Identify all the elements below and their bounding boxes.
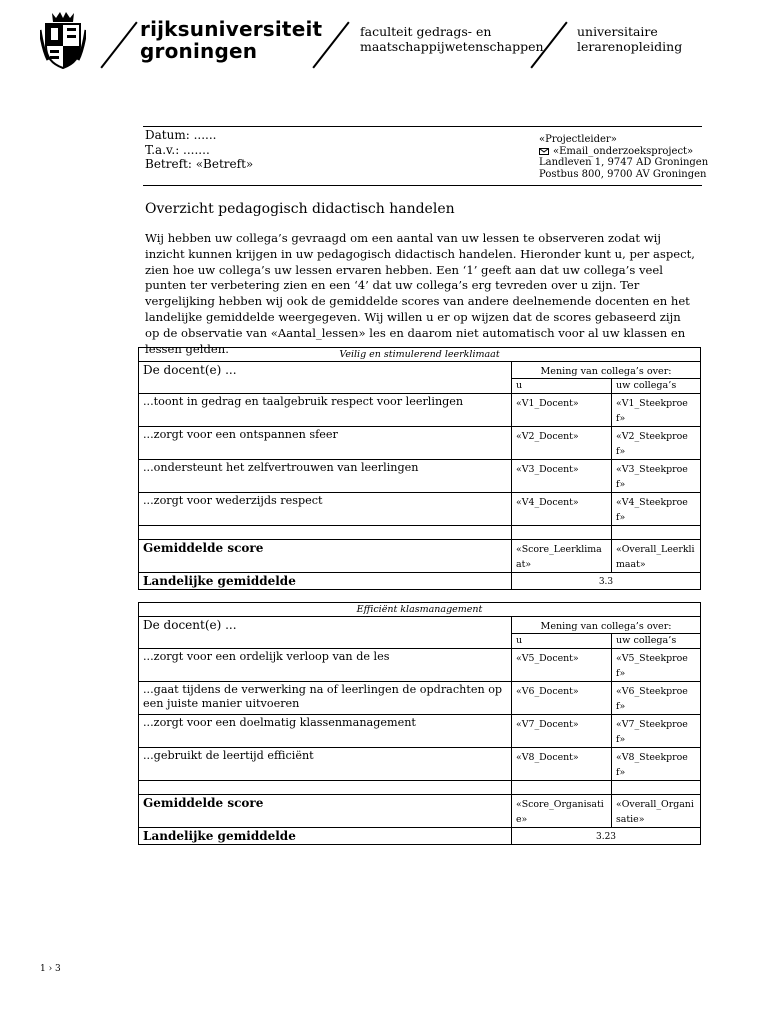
item-text: ...zorgt voor een ontspannen sfeer bbox=[139, 427, 512, 460]
university-name bbox=[140, 18, 322, 62]
national-label: Landelijke gemiddelde bbox=[139, 573, 512, 590]
national-row bbox=[139, 573, 701, 590]
table-row bbox=[139, 493, 701, 526]
university-name-line2: groningen bbox=[140, 39, 258, 63]
letter-meta bbox=[145, 128, 253, 172]
average-collega: «Overall_Organisatie» bbox=[612, 795, 701, 828]
average-label: Gemiddelde score bbox=[139, 540, 512, 573]
table-row bbox=[139, 460, 701, 493]
national-value: 3.23 bbox=[512, 828, 701, 845]
university-crest-icon bbox=[40, 10, 86, 70]
mening-header: Mening van collega’s over: bbox=[512, 362, 701, 379]
average-label: Gemiddelde score bbox=[139, 795, 512, 828]
datum-field: Datum: ...... bbox=[145, 128, 217, 142]
table-klasmanagement bbox=[138, 602, 701, 845]
score-u: «V7_Docent» bbox=[512, 715, 612, 748]
table-caption: Efficiënt klasmanagement bbox=[139, 603, 701, 617]
item-text: ...zorgt voor een ordelijk verloop van de les bbox=[139, 649, 512, 682]
score-u: «V6_Docent» bbox=[512, 682, 612, 715]
table-caption: Veilig en stimulerend leerklimaat bbox=[139, 348, 701, 362]
score-u: «V8_Docent» bbox=[512, 748, 612, 781]
score-u: «V2_Docent» bbox=[512, 427, 612, 460]
column-collega: uw collega’s bbox=[612, 634, 701, 649]
score-collega: «V4_Steekproef» bbox=[612, 493, 701, 526]
betreft-field: Betreft: «Betreft» bbox=[145, 157, 254, 171]
score-u: «V4_Docent» bbox=[512, 493, 612, 526]
page-title: Overzicht pedagogisch didactisch handelen bbox=[145, 201, 455, 217]
column-u: u bbox=[512, 634, 612, 649]
average-u: «Score_Organisatie» bbox=[512, 795, 612, 828]
item-text: ...ondersteunt het zelfvertrouwen van leerlingen bbox=[139, 460, 512, 493]
score-collega: «V1_Steekproef» bbox=[612, 394, 701, 427]
docent-label: De docent(e) ... bbox=[139, 617, 512, 649]
column-u: u bbox=[512, 379, 612, 394]
national-value: 3.3 bbox=[512, 573, 701, 590]
average-row bbox=[139, 795, 701, 828]
top-rule bbox=[143, 126, 702, 127]
address-line1: Landleven 1, 9747 AD Groningen bbox=[539, 157, 709, 168]
email-line bbox=[539, 146, 708, 158]
intro-paragraph: Wij hebben uw collega’s gevraagd om een aantal van uw lessen te observeren zodat wij inzicht kunnen krijgen in uw pedagogisch didactisch handelen. Hieronder kunt u, per aspect, zien hoe uw collega’s uw lessen ervaren hebben. Een ‘1’ geeft aan dat uw collega’s veel punten ter verbetering zien en een ‘4’ dat uw collega’s erg tevreden over u zijn. Ter vergelijking hebben wij ook de gemiddelde scores van andere deelnemende docenten en het landelijke gemiddelde weergegeven. Wij willen u er op wijzen dat de scores gebaseerd zijn op de observatie van «Aantal_lessen» les en daarom niet automatisch voor al uw klassen en lessen gelden. bbox=[145, 231, 695, 356]
average-row bbox=[139, 540, 701, 573]
item-text: ...zorgt voor wederzijds respect bbox=[139, 493, 512, 526]
score-collega: «V3_Steekproef» bbox=[612, 460, 701, 493]
unit-line2: lerarenopleiding bbox=[577, 38, 683, 54]
empty-row bbox=[139, 781, 701, 795]
score-u: «V1_Docent» bbox=[512, 394, 612, 427]
score-collega: «V6_Steekproef» bbox=[612, 682, 701, 715]
score-collega: «V2_Steekproef» bbox=[612, 427, 701, 460]
faculty-line1: faculteit gedrags- en bbox=[360, 24, 492, 39]
table-row bbox=[139, 427, 701, 460]
table-row bbox=[139, 715, 701, 748]
score-collega: «V5_Steekproef» bbox=[612, 649, 701, 682]
email-text: «Email_onderzoeksproject» bbox=[553, 145, 694, 157]
national-label: Landelijke gemiddelde bbox=[139, 828, 512, 845]
item-text: ...toont in gedrag en taalgebruik respect voor leerlingen bbox=[139, 394, 512, 427]
average-collega: «Overall_Leerklimaat» bbox=[612, 540, 701, 573]
envelope-icon bbox=[539, 148, 549, 155]
unit-line1: universitaire bbox=[577, 24, 658, 39]
table-row bbox=[139, 649, 701, 682]
score-collega: «V7_Steekproef» bbox=[612, 715, 701, 748]
table-leerklimaat bbox=[138, 347, 701, 590]
score-u: «V5_Docent» bbox=[512, 649, 612, 682]
item-text: ...gaat tijdens de verwerking na of leerlingen de opdrachten op een juiste manier uitvoeren bbox=[139, 682, 512, 715]
contact-block bbox=[539, 134, 708, 180]
mening-header: Mening van collega’s over: bbox=[512, 617, 701, 634]
docent-label: De docent(e) ... bbox=[139, 362, 512, 394]
table-row bbox=[139, 748, 701, 781]
unit-name bbox=[577, 25, 682, 54]
average-u: «Score_Leerklimaat» bbox=[512, 540, 612, 573]
page-number: 1 › 3 bbox=[40, 964, 61, 974]
faculty-line2: maatschappijwetenschappen bbox=[360, 38, 544, 54]
address-line2: Postbus 800, 9700 AV Groningen bbox=[539, 168, 707, 180]
national-row bbox=[139, 828, 701, 845]
table-row bbox=[139, 682, 701, 715]
item-text: ...gebruikt de leertijd efficiënt bbox=[139, 748, 512, 781]
tav-field: T.a.v.: ....... bbox=[145, 142, 210, 157]
score-u: «V3_Docent» bbox=[512, 460, 612, 493]
projectleider: «Projectleider» bbox=[539, 134, 617, 145]
header-divider bbox=[100, 22, 137, 69]
university-name-line1: rijksuniversiteit bbox=[140, 17, 323, 41]
column-collega: uw collega’s bbox=[612, 379, 701, 394]
score-collega: «V8_Steekproef» bbox=[612, 748, 701, 781]
faculty-name bbox=[360, 25, 544, 54]
item-text: ...zorgt voor een doelmatig klassenmanagement bbox=[139, 715, 512, 748]
table-row bbox=[139, 394, 701, 427]
bottom-rule bbox=[143, 185, 702, 186]
empty-row bbox=[139, 526, 701, 540]
